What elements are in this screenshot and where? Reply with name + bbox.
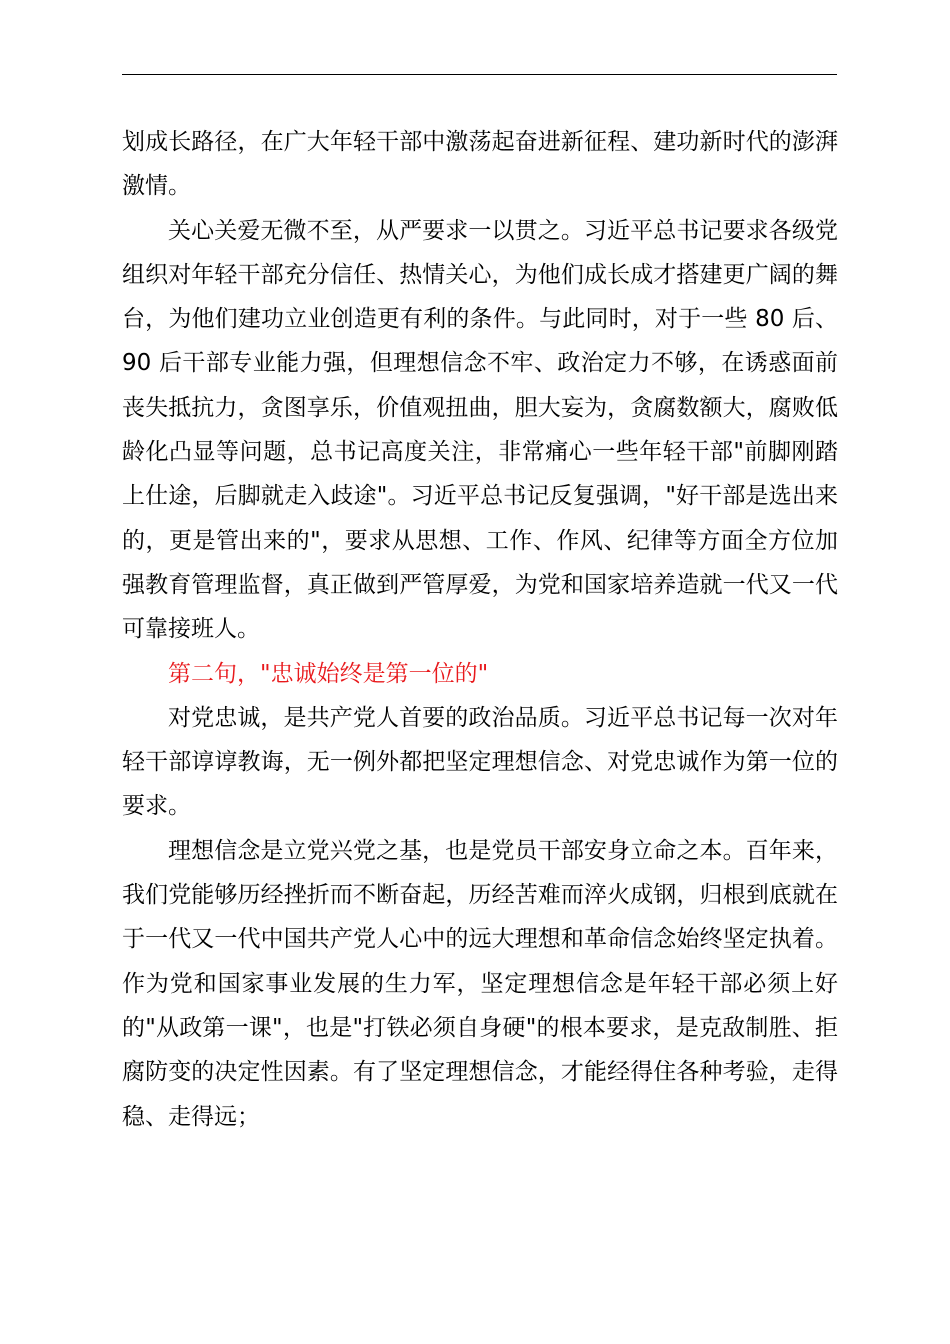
document-body (122, 120, 838, 1139)
paragraph-ideals-and-beliefs: 理想信念是立党兴党之基，也是党员干部安身立命之本。百年来，我们党能够历经挫折而不断奋起，历经苦难而淬火成钢，归根到底就在于一代又一代中国共产党人心中的远大理想和革命信念始终坚定执着。作为党和国家事业发展的生力军，坚定理想信念是年轻干部必须上好的"从政第一课"，也是"打铁必须自身硬"的根本要求，是克敌制胜、拒腐防变的决定性因素。有了坚定理想信念，才能经得住各种考验，走得稳、走得远； (122, 837, 838, 1130)
header-rule (122, 74, 837, 75)
paragraph-continued: 划成长路径，在广大年轻干部中激荡起奋进新征程、建功新时代的澎湃激情。 (122, 129, 838, 200)
paragraph-care-and-discipline: 关心关爱无微不至，从严要求一以贯之。习近平总书记要求各级党组织对年轻干部充分信任、热情关心，为他们成长成才搭建更广阔的舞台，为他们建功立业创造更有利的条件。与此同时，对于一些 80 后、90 后干部专业能力强，但理想信念不牢、政治定力不够，在诱惑面前丧失抵抗力，贪图享乐，价值观扭曲，胆大妄为，贪腐数额大，腐败低龄化凸显等问题，总书记高度关注，非常痛心一些年轻干部"前脚刚踏上仕途，后脚就走入歧途"。习近平总书记反复强调，"好干部是选出来的，更是管出来的"，要求从思想、工作、作风、纪律等方面全方位加强教育管理监督，真正做到严管厚爱，为党和国家培养造就一代又一代可靠接班人。 (122, 217, 838, 643)
section-heading-loyalty: 第二句，"忠诚始终是第一位的" (168, 660, 489, 687)
paragraph-loyalty: 对党忠诚，是共产党人首要的政治品质。习近平总书记每一次对年轻干部谆谆教诲，无一例外都把坚定理想信念、对党忠诚作为第一位的要求。 (122, 704, 838, 820)
